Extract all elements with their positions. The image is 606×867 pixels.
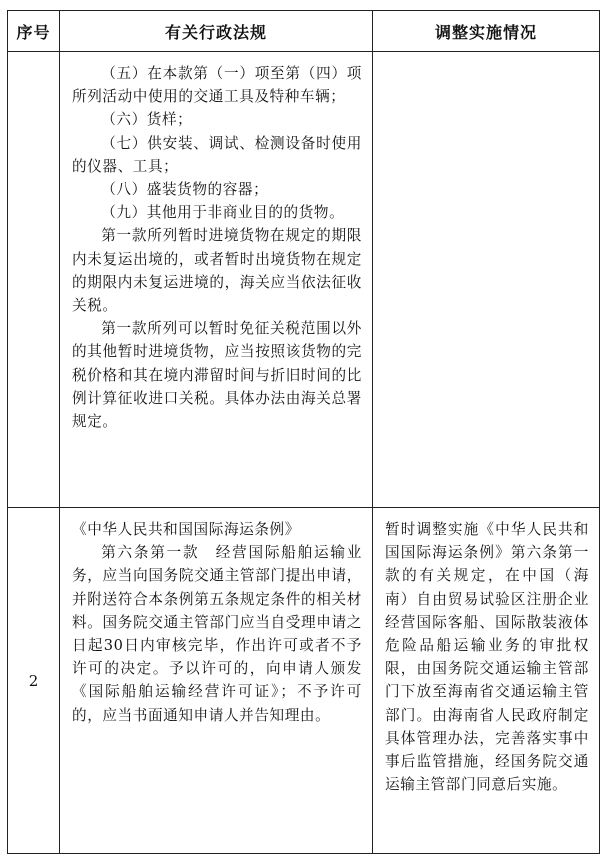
law-paragraph: 第一款所列暂时进境货物在规定的期限内未复运出境的，或者暂时出境货物在规定的期限内未复运进境的，海关应当依法征收关税。	[72, 227, 362, 315]
law-paragraph: （七）供安装、调试、检测设备时使用的仪器、工具；	[72, 134, 362, 175]
adjustment-text	[373, 52, 599, 70]
law-paragraph: （八）盛装货物的容器；	[101, 181, 269, 199]
header-adjustment: 调整实施情况	[373, 11, 600, 52]
law-cell	[60, 52, 373, 508]
law-title: 《中华人民共和国国际海运条例》	[72, 521, 300, 538]
law-cell	[60, 508, 373, 854]
law-paragraph: （九）其他用于非商业目的的货物。	[101, 204, 345, 222]
table-row	[8, 508, 600, 854]
row-number: 2	[8, 508, 60, 854]
header-law: 有关行政法规	[60, 11, 373, 52]
header-row	[8, 11, 600, 52]
law-paragraph: （六）货样；	[101, 111, 193, 129]
law-paragraph: 第六条第一款 经营国际船舶运输业务，应当向国务院交通主管部门提出申请，并附送符合本条例第五条规定条件的相关材料。国务院交通主管部门应当自受理申请之日起30日内审核完毕，作出许可或者不予许可的决定。予以许可的，向申请人颁发《国际船舶运输经营许可证》；不予许可的，应当书面通知申请人并告知理由。	[72, 544, 362, 724]
adjustment-text: 暂时调整实施《中华人民共和国国际海运条例》第六条第一款的有关规定，在中国（海南）自由贸易试验区注册企业经营国际客船、国际散装液体危险品船运输业务的审批权限，由国务院交通运输主管部门下放至海南省交通运输主管部门。由海南省人民政府制定具体管理办法，完善落实事中事后监管措施，经国务院交通运输主管部门同意后实施。	[385, 521, 589, 794]
header-no: 序号	[8, 11, 60, 52]
table-row	[8, 52, 600, 508]
adjustment-cell	[373, 52, 600, 508]
law-paragraph: 第一款所列可以暂时免征关税范围以外的其他暂时进境货物，应当按照该货物的完税价格和其在境内滞留时间与折旧时间的比例计算征收进口关税。具体办法由海关总署规定。	[72, 320, 362, 431]
adjustment-cell	[373, 508, 600, 854]
row-number	[8, 52, 60, 508]
law-paragraph: （五）在本款第（一）项至第（四）项所列活动中使用的交通工具及特种车辆；	[72, 65, 362, 106]
regulation-table	[7, 10, 600, 854]
